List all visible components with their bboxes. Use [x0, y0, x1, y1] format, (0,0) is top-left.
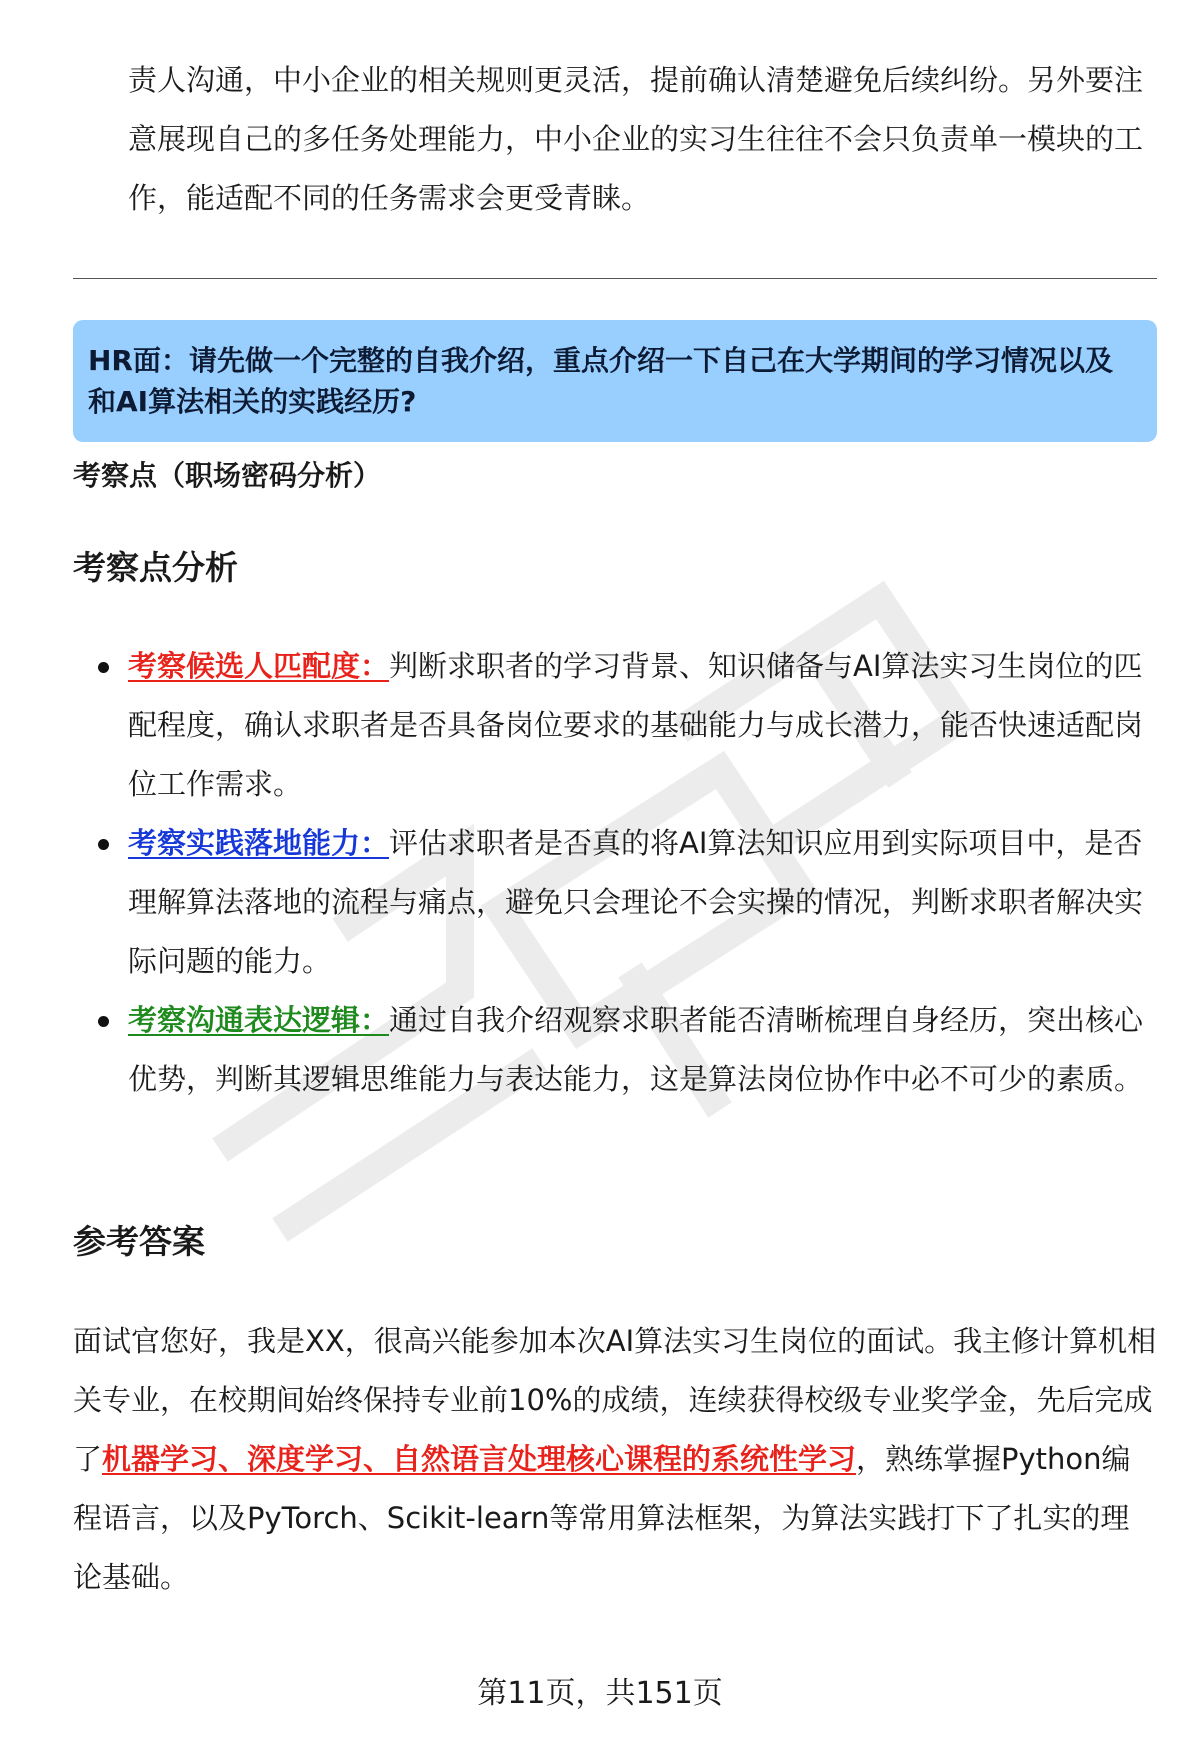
bullet-dot-icon	[98, 839, 109, 850]
question-box	[73, 320, 1157, 442]
answer-heading: 参考答案	[73, 1222, 205, 1261]
check-point-label: 考察点（职场密码分析）	[73, 459, 382, 492]
analysis-item-text: 判断求职者的学习背景、知识储备与AI算法实习生岗位的匹配程度，确认求职者是否具备岗位要求的基础能力与成长潜力，能否快速适配岗位工作需求。	[128, 649, 1144, 801]
analysis-item-highlight: 考察实践落地能力：	[128, 826, 390, 860]
bullet-dot-icon	[98, 1016, 109, 1027]
intro-paragraph: 责人沟通，中小企业的相关规则更灵活，提前确认清楚避免后续纠纷。另外要注意展现自己的多任务处理能力，中小企业的实习生往往不会只负责单一模块的工作，能适配不同的任务需求会更受青睐。	[128, 63, 1144, 215]
question-text: HR面：请先做一个完整的自我介绍，重点介绍一下自己在大学期间的学习情况以及和AI算法相关的实践经历?	[88, 344, 1113, 418]
analysis-item-text: 通过自我介绍观察求职者能否清晰梳理自身经历，突出核心优势，判断其逻辑思维能力与表达能力，这是算法岗位协作中必不可少的素质。	[128, 1003, 1144, 1096]
section-divider	[73, 278, 1157, 279]
bullet-dot-icon	[98, 662, 109, 673]
analysis-item-highlight: 考察候选人匹配度：	[128, 649, 390, 683]
analysis-item-text: 评估求职者是否真的将AI算法知识应用到实际项目中，是否理解算法落地的流程与痛点，避免只会理论不会实操的情况，判断求职者解决实际问题的能力。	[128, 826, 1144, 978]
answer-paragraph	[73, 1312, 1158, 1607]
page-number: 第11页，共151页	[477, 1676, 723, 1711]
analysis-heading: 考察点分析	[73, 548, 238, 587]
analysis-list	[128, 637, 1148, 1109]
list-item	[128, 814, 1148, 991]
list-item	[128, 991, 1148, 1109]
analysis-item-highlight: 考察沟通表达逻辑：	[128, 1003, 390, 1037]
list-item	[128, 637, 1148, 814]
answer-text-after: ，熟练掌握Python编程语言，以及PyTorch、Scikit-learn等常用算法框架，为算法实践打下了扎实的理论基础。	[73, 1442, 1131, 1594]
answer-text-before: 面试官您好，我是XX，很高兴能参加本次AI算法实习生岗位的面试。我主修计算机相关专业，在校期间始终保持专业前10%的成绩，连续获得校级专业奖学金，先后完成了	[73, 1324, 1157, 1476]
answer-highlight: 机器学习、深度学习、自然语言处理核心课程的系统性学习	[102, 1442, 857, 1476]
